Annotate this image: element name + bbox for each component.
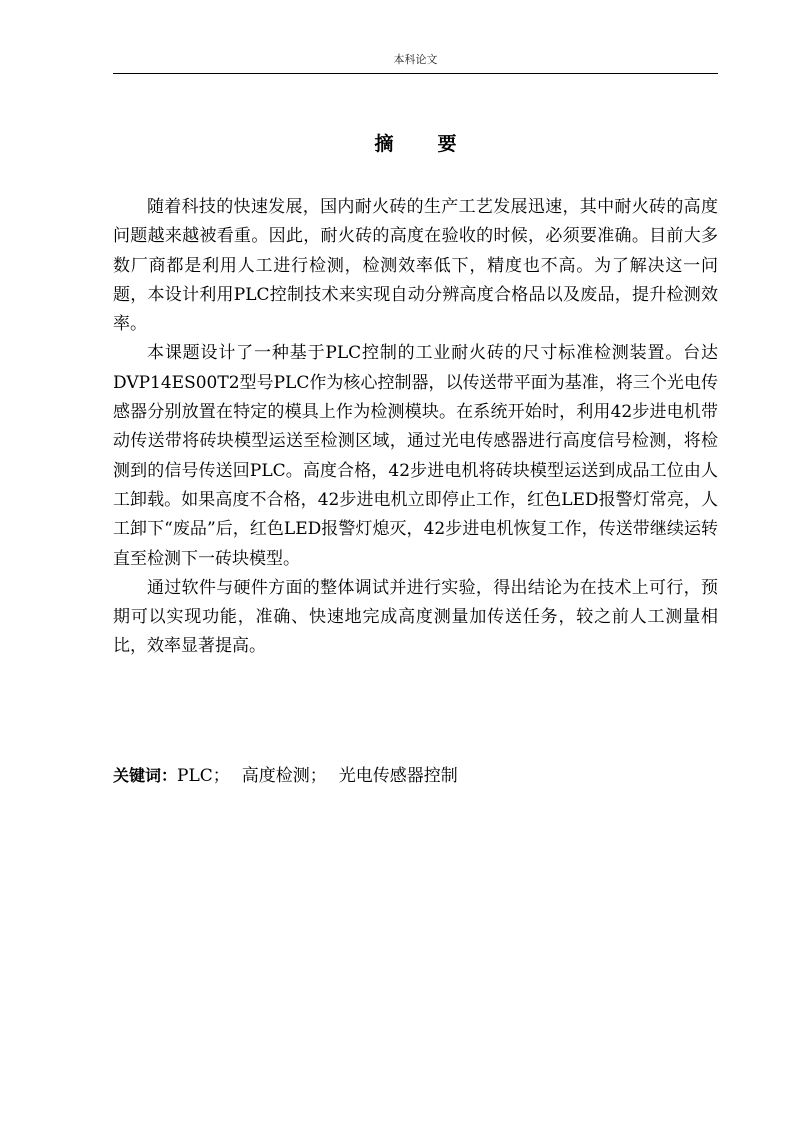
abstract-paragraph-3: 通过软件与硬件方面的整体调试并进行实验，得出结论为在技术上可行，预期可以实现功能，准确、快速地完成高度测量加传送任务，较之前人工测量相比，效率显著提高。 (113, 577, 718, 657)
abstract-title: 摘要 (374, 133, 501, 155)
keyword-item: PLC； (177, 766, 230, 786)
keywords-line (113, 762, 718, 790)
abstract-paragraph-1: 随着科技的快速发展，国内耐火砖的生产工艺发展迅速，其中耐火砖的高度问题越来越被看重。因此，耐火砖的高度在验收的时候，必须要准确。目前大多数厂商都是利用人工进行检测，检测效率低下，精度也不高。为了解决这一问题，本设计利用PLC控制技术来实现自动分辨高度合格品以及废品，提升检测效率。 (113, 197, 718, 335)
header-rule (113, 73, 718, 74)
abstract-body (113, 193, 718, 662)
keyword-item: 高度检测； (241, 766, 327, 786)
keyword-item: 光电传感器控制 (338, 766, 458, 786)
running-header: 本科论文 (393, 53, 438, 66)
abstract-paragraph-2: 本课题设计了一种基于PLC控制的工业耐火砖的尺寸标准检测装置。台达DVP14ES00T2型号PLC作为核心控制器，以传送带平面为基准，将三个光电传感器分别放置在特定的模具上作为检测模块。在系统开始时，利用42步进电机带动传送带将砖块模型运送至检测区域，通过光电传感器进行高度信号检测，将检测到的信号传送回PLC。高度合格，42步进电机将砖块模型运送到成品工位由人工卸载。如果高度不合格，42步进电机立即停止工作，红色LED报警灯常亮，人工卸下“废品”后，红色LED报警灯熄灭，42步进电机恢复工作，传送带继续运转直至检测下一砖块模型。 (113, 343, 718, 569)
keywords-label: 关键词： (113, 766, 178, 785)
